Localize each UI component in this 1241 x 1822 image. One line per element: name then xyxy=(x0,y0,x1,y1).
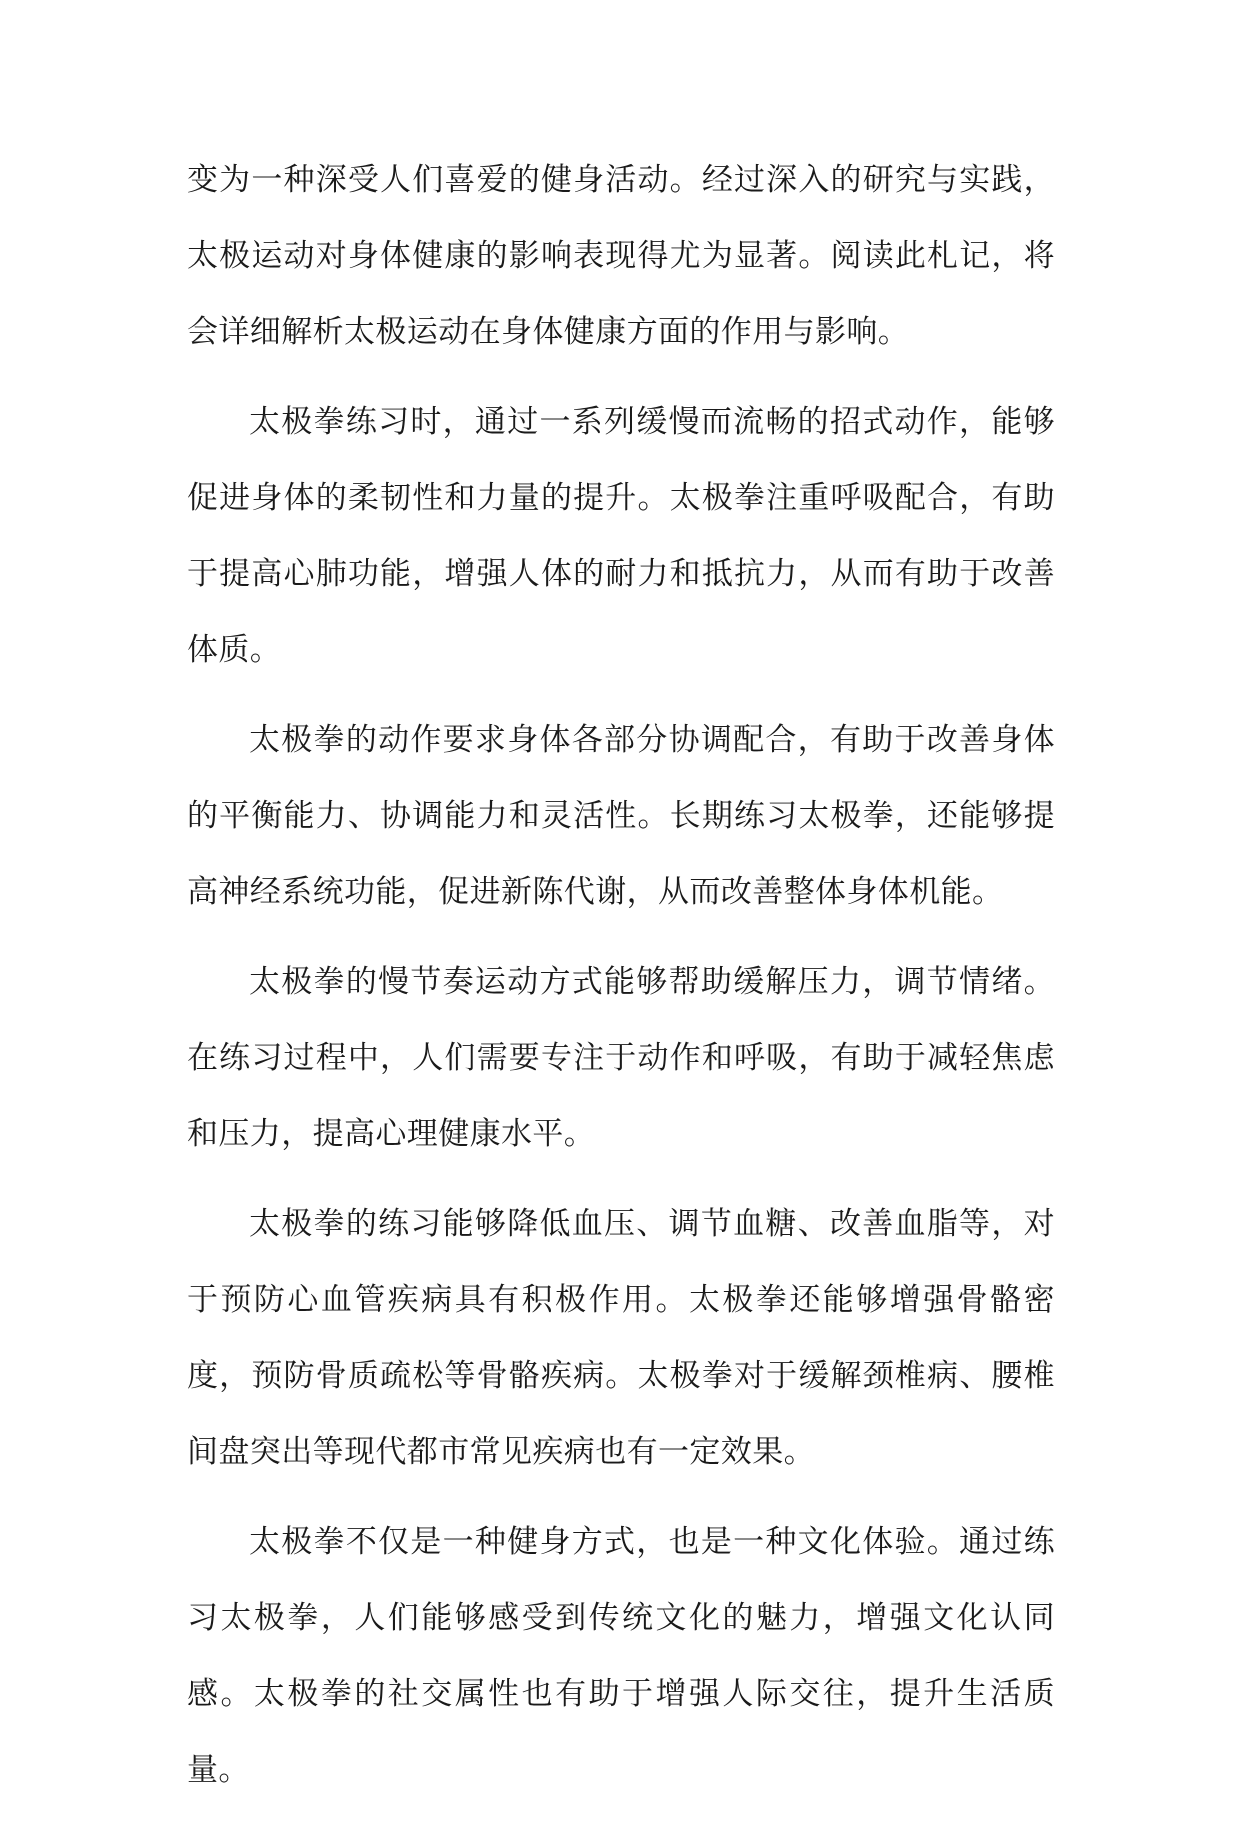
paragraph-stress-relief: 太极拳的慢节奏运动方式能够帮助缓解压力，调节情绪。在练习过程中，人们需要专注于动作和呼吸，有助于减轻焦虑和压力，提高心理健康水平。 xyxy=(187,964,1055,1152)
paragraph-balance-coordination: 太极拳的动作要求身体各部分协调配合，有助于改善身体的平衡能力、协调能力和灵活性。长期练习太极拳，还能够提高神经系统功能，促进新陈代谢，从而改善整体身体机能。 xyxy=(187,722,1055,910)
paragraph-disease-prevention: 太极拳的练习能够降低血压、调节血糖、改善血脂等，对于预防心血管疾病具有积极作用。太极拳还能够增强骨骼密度，预防骨质疏松等骨骼疾病。太极拳对于缓解颈椎病、腰椎间盘突出等现代都市常见疾病也有一定效果。 xyxy=(187,1206,1055,1470)
paragraph-continuation: 变为一种深受人们喜爱的健身活动。经过深入的研究与实践，太极运动对身体健康的影响表现得尤为显著。阅读此札记，将会详细解析太极运动在身体健康方面的作用与影响。 xyxy=(187,162,1055,350)
document-body xyxy=(187,142,1055,1822)
paragraph-flexibility-strength: 太极拳练习时，通过一系列缓慢而流畅的招式动作，能够促进身体的柔韧性和力量的提升。太极拳注重呼吸配合，有助于提高心肺功能，增强人体的耐力和抵抗力，从而有助于改善体质。 xyxy=(187,404,1055,668)
paragraph-cultural-experience: 太极拳不仅是一种健身方式，也是一种文化体验。通过练习太极拳，人们能够感受到传统文化的魅力，增强文化认同感。太极拳的社交属性也有助于增强人际交往，提升生活质量。 xyxy=(187,1524,1055,1788)
